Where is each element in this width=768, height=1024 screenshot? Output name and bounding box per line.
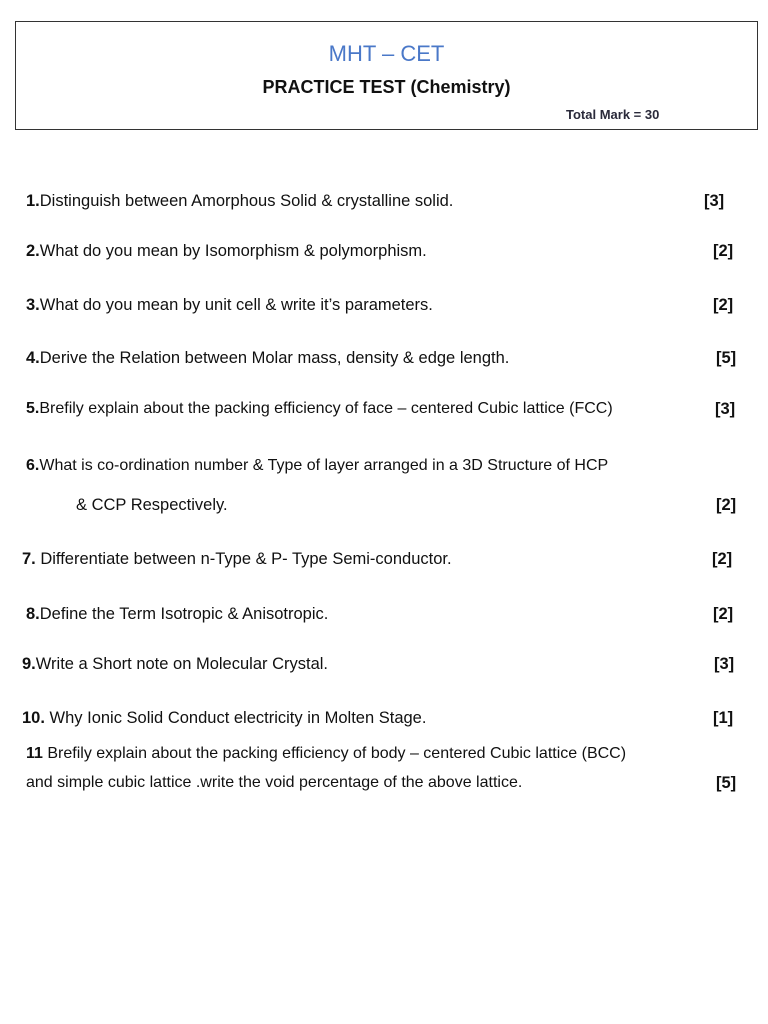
question-1	[26, 190, 453, 212]
question-text: Write a Short note on Molecular Crystal.	[35, 655, 328, 673]
question-marks: [3]	[715, 400, 736, 418]
question-11-line2: and simple cubic lattice .write the void percentage of the above lattice.	[26, 774, 523, 791]
question-text: Differentiate between n-Type & P- Type Semi-conductor.	[35, 550, 452, 568]
question-10	[22, 707, 426, 729]
question-text: What do you mean by unit cell & write it’s parameters.	[39, 296, 433, 314]
test-title: PRACTICE TEST (Chemistry)	[262, 77, 511, 97]
question-number: 9.	[22, 655, 36, 673]
question-text: What do you mean by Isomorphism & polymorphism.	[39, 242, 427, 260]
question-marks: [2]	[713, 605, 734, 623]
question-marks: [2]	[716, 496, 737, 514]
total-mark: Total Mark = 30	[566, 107, 660, 122]
question-2	[26, 240, 427, 262]
question-6-line2: & CCP Respectively.	[76, 496, 228, 514]
question-11	[26, 743, 626, 765]
question-number: 7.	[22, 550, 36, 568]
question-number: 4.	[26, 349, 40, 367]
question-number: 8.	[26, 605, 40, 623]
question-5	[26, 398, 613, 420]
question-text: Define the Term Isotropic & Anisotropic.	[39, 605, 329, 623]
question-4	[26, 347, 509, 369]
question-number: 6.	[26, 457, 40, 474]
question-number: 2.	[26, 242, 40, 260]
question-6	[26, 455, 608, 477]
question-marks: [2]	[713, 296, 734, 314]
question-marks: [2]	[712, 550, 733, 568]
question-marks: [5]	[716, 774, 737, 792]
question-text: Derive the Relation between Molar mass, density & edge length.	[39, 349, 510, 367]
question-text: Why Ionic Solid Conduct electricity in Molten Stage.	[44, 709, 427, 727]
question-3	[26, 294, 433, 316]
question-marks: [1]	[713, 709, 734, 727]
question-9	[22, 653, 328, 675]
question-number: 11	[26, 745, 43, 762]
question-text: Brefily explain about the packing efficiency of body – centered Cubic lattice (BCC)	[42, 745, 627, 762]
question-text: What is co-ordination number & Type of layer arranged in a 3D Structure of HCP	[39, 457, 609, 474]
exam-name: MHT – CET	[328, 41, 445, 66]
question-text: Distinguish between Amorphous Solid & crystalline solid.	[39, 192, 454, 210]
question-marks: [2]	[713, 242, 734, 260]
question-7	[22, 548, 452, 570]
question-marks: [3]	[704, 192, 725, 210]
question-marks: [5]	[716, 349, 737, 367]
question-8	[26, 603, 328, 625]
question-marks: [3]	[714, 655, 735, 673]
question-number: 10.	[22, 709, 45, 727]
question-text: Brefily explain about the packing efficiency of face – centered Cubic lattice (FCC)	[39, 400, 613, 417]
question-number: 3.	[26, 296, 40, 314]
question-number: 5.	[26, 400, 40, 417]
header-box	[15, 21, 758, 130]
question-number: 1.	[26, 192, 40, 210]
